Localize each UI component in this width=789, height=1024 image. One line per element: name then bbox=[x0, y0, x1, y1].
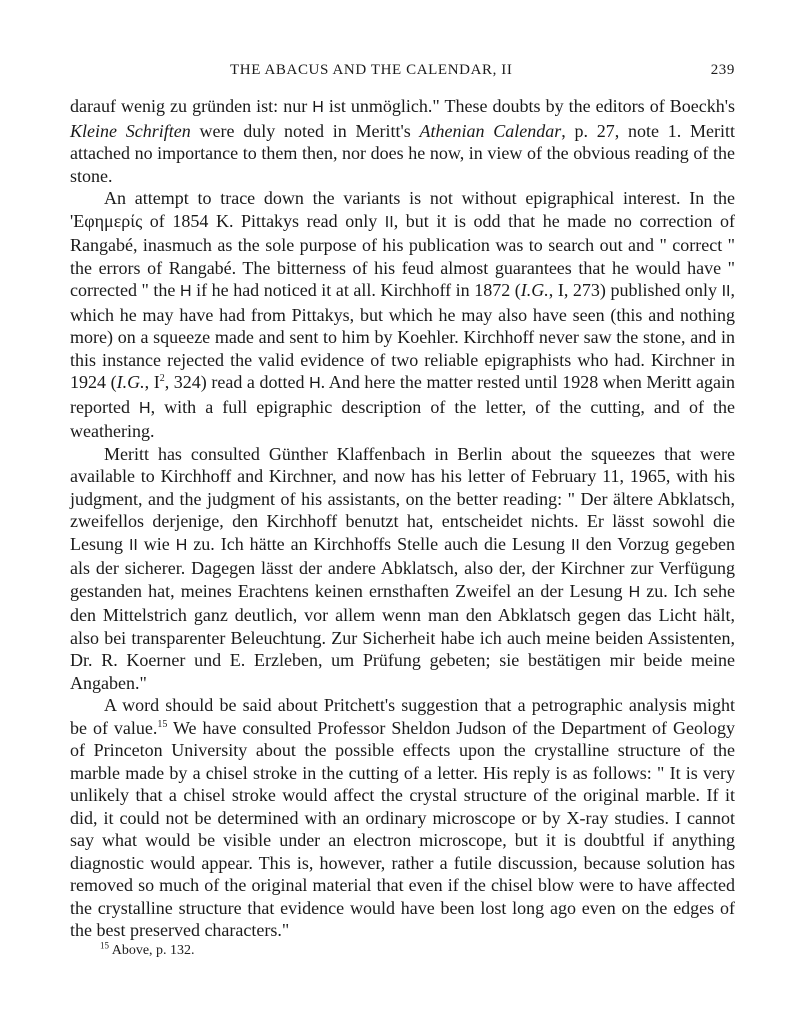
letter-glyph: H bbox=[628, 583, 641, 601]
letter-glyph: H bbox=[139, 399, 151, 417]
text-run: of 1854 K. Pittakys read only bbox=[142, 210, 385, 231]
text-run: Meritt has consulted Günther Klaffenbach in Berlin about the squeezes that were available to Kirchhoff and Kirchner, and now has his letter of February 11, 1965, with his judgment, and the judgment of his assistants, on the better reading: " Der ältere Abklatsch, zweifellos derjenige, den Kirchhoff benutzt hat, entscheidet nichts. Er lässt sowohl die Lesung bbox=[70, 443, 735, 554]
letter-glyph: H bbox=[312, 99, 324, 116]
letter-glyph: II bbox=[570, 536, 580, 554]
text-run: were duly noted in Meritt's bbox=[190, 120, 420, 141]
running-header bbox=[70, 62, 735, 84]
text-run: den Vorzug gegeben als der sicherer. Dagegen lässt der andere Abklatsch, also der, der Kirchner zur Verfügung gestanden hat, meines Erachtens keinen ernsthaften Zweifel an der Lesung bbox=[70, 533, 735, 601]
text-run: ist unmöglich." These doubts by the editors of Boeckh's bbox=[323, 96, 735, 116]
text-run: , which he may have had from Pittakys, but which he may also have seen (this and nothing more) on a squeeze made and sent to him by Koehler. Kirchhoff never saw the stone, and in this instance rejected the valid evidence of two reliable epigraphists who had. Kirchner in 1924 ( bbox=[70, 280, 735, 392]
letter-glyph: II bbox=[384, 213, 394, 231]
text-run: We have consulted Professor Sheldon Judson of the Department of Geology of Princeton University about the possible effects upon the crystalline structure of the marble made by a chisel stroke in the cutting of a letter. His reply is as follows: " It is very unlikely that a chisel stroke would affect the crystal structure of the original marble. If it did, it could not be determined with an ordinary microscope or by X-ray studies. I cannot say what would be visible under an electron microscope, but it is doubtful if anything diagnostic would appear. This is, however, rather a futile discussion, because solution has removed so much of the original material that even if the chisel blow were to have affected the crystalline structure that evidence would have been lost long ago even on the edges of the best preserved characters." bbox=[70, 717, 735, 940]
text-run: , p. 27, note 1. Meritt attached no importance to them then, nor does he now, in view of the obvious reading of the stone. bbox=[70, 120, 735, 186]
text-run: zu. Ich hätte an Kirchhoffs Stelle auch die Lesung bbox=[187, 533, 571, 554]
book-title: Kleine Schriften bbox=[70, 120, 191, 141]
footnote-reference[interactable]: 15 bbox=[157, 718, 168, 730]
text-run: , I, 273) published only bbox=[548, 280, 722, 300]
footnote-text: Above, p. 132. bbox=[109, 943, 195, 958]
letter-glyph: H bbox=[175, 536, 188, 554]
text-run: , but it is odd that he made no correction of Rangabé, inasmuch as the sole purpose of his publication was to search out and " correct " the errors of Rangabé. The bitterness of his feud almost guarantees that he would have " corrected " the bbox=[70, 210, 735, 300]
text-run: if he had noticed it at all. Kirchhoff in 1872 ( bbox=[191, 280, 521, 300]
footnote-number: 15 bbox=[100, 940, 109, 951]
footnote bbox=[100, 940, 195, 959]
running-title: THE ABACUS AND THE CALENDAR, II bbox=[230, 62, 513, 78]
citation-abbrev: I.G. bbox=[116, 372, 145, 392]
citation-abbrev: I.G. bbox=[520, 280, 549, 300]
letter-glyph: H bbox=[309, 375, 321, 392]
text-run: , with a full epigraphic description of the letter, of the cutting, and of the weathering. bbox=[70, 396, 736, 441]
paragraph bbox=[70, 95, 735, 187]
paragraph bbox=[70, 443, 735, 695]
letter-glyph: H bbox=[179, 283, 192, 300]
text-run: darauf wenig zu gründen ist: nur bbox=[70, 96, 313, 116]
text-run: wie bbox=[137, 533, 176, 554]
text-run: zu. Ich sehe den Mittelstrich ganz deutlich, vor allem wenn man den Abklatsch gegen das Licht hält, also bei transparenter Beleuchtung. Zur Sicherheit habe ich auch meine beiden Assistenten, Dr. R. Koerner und E. Erzleben, um Prüfung gebeten; sie bestätigen mir beide meine Angaben." bbox=[70, 580, 735, 693]
text-run: , I bbox=[144, 372, 160, 392]
edition-superscript: 2 bbox=[159, 373, 165, 384]
text-run: An attempt to trace down the variants is not without epigraphical interest. In the bbox=[104, 188, 735, 208]
book-title: Athenian Calendar bbox=[419, 120, 562, 141]
greek-title: 'Εφημερίς bbox=[70, 210, 143, 231]
letter-glyph: II bbox=[128, 536, 138, 554]
text-run: , 324) read a dotted bbox=[164, 372, 310, 392]
text-run: . And here the matter rested until 1928 when Meritt again reported bbox=[70, 372, 735, 417]
page-number: 239 bbox=[710, 62, 735, 78]
text-run: A word should be said about Pritchett's suggestion that a petrographic analysis might be of value. bbox=[70, 695, 735, 738]
paragraph bbox=[70, 694, 735, 942]
letter-glyph: II bbox=[721, 283, 731, 300]
body-text bbox=[70, 95, 735, 942]
paragraph bbox=[70, 187, 735, 443]
